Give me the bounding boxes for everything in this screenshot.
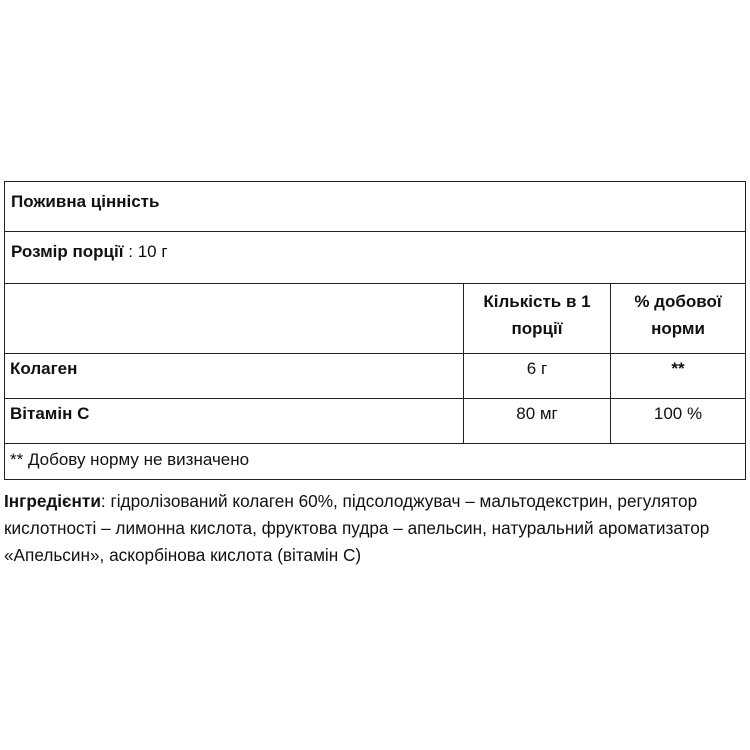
table-title-row bbox=[5, 182, 745, 232]
nutrient-amount: 80 мг bbox=[464, 399, 611, 443]
nutrient-amount: 6 г bbox=[464, 354, 611, 398]
header-name bbox=[5, 284, 464, 353]
ingredients-text: : гідролізований колаген 60%, підсолоджувач – мальтодекстрин, регулятор кислотності – лимонна кислота, фруктова пудра – апельсин, натуральний ароматизатор «Апельсин», аскорбінова кислота (вітамін С) bbox=[4, 491, 710, 565]
nutrient-name: Вітамін С bbox=[5, 399, 464, 443]
nutrient-daily-value: ** bbox=[671, 359, 685, 378]
portion-size-row bbox=[5, 232, 745, 284]
nutrient-daily-value: 100 % bbox=[653, 404, 703, 423]
table-title: Поживна цінність bbox=[11, 192, 160, 211]
nutrient-name: Колаген bbox=[5, 354, 464, 398]
header-amount: Кількість в 1 порції bbox=[464, 284, 611, 353]
table-row bbox=[5, 399, 745, 444]
table-header-row bbox=[5, 284, 745, 354]
portion-size-label: Розмір порції bbox=[11, 242, 124, 261]
header-daily-value: % добової норми bbox=[634, 292, 722, 338]
table-row bbox=[5, 354, 745, 399]
footnote-row bbox=[5, 444, 745, 479]
nutrition-facts-table bbox=[4, 181, 746, 480]
portion-size-value: 10 г bbox=[137, 242, 168, 261]
ingredients-label: Інгредієнти bbox=[4, 491, 101, 511]
footnote-text: ** Добову норму не визначено bbox=[10, 450, 250, 469]
portion-size bbox=[5, 232, 745, 283]
portion-size-separator: : bbox=[123, 242, 138, 261]
ingredients-paragraph bbox=[4, 488, 746, 569]
